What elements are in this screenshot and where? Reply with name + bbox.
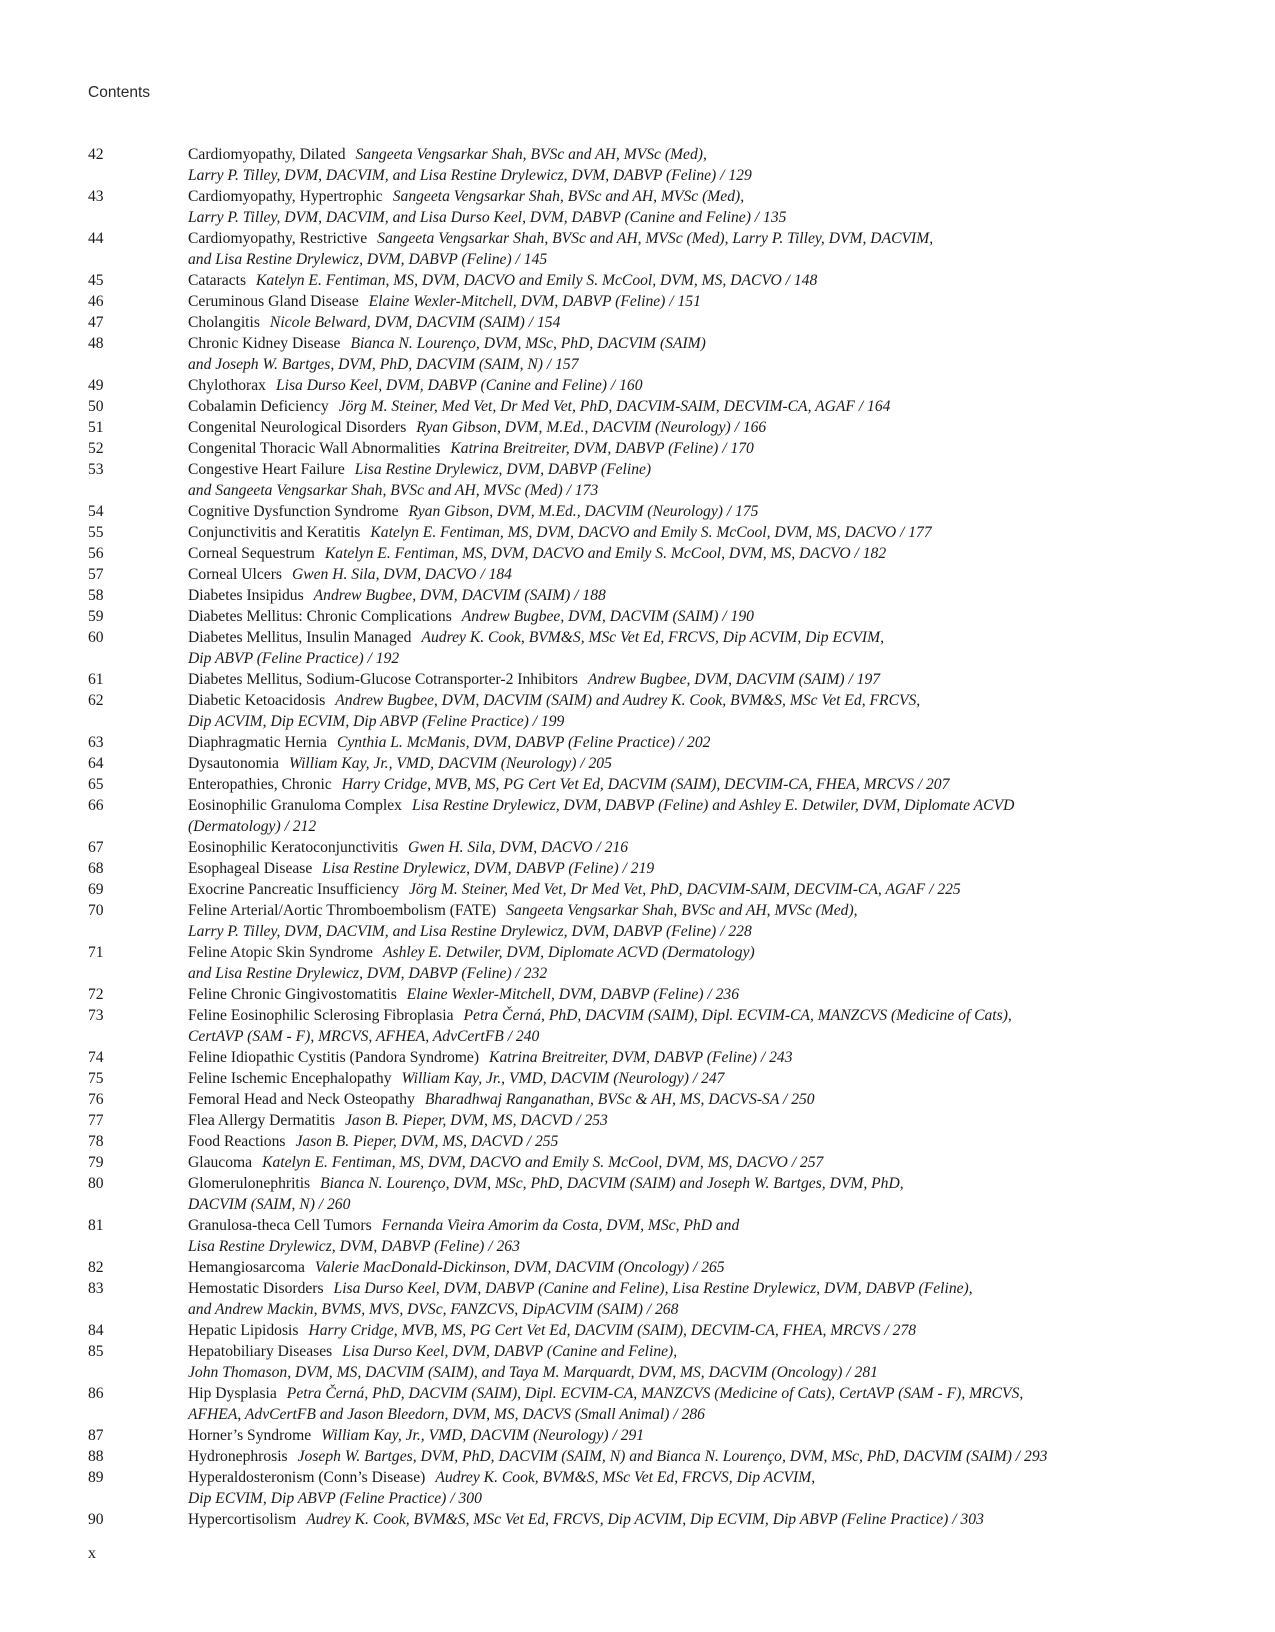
chapter-authors: Ashley E. Detwiler, DVM, Diplomate ACVD (Dermatology) (382, 944, 755, 961)
toc-entry (88, 585, 1208, 606)
chapter-title: Feline Chronic Gingivostomatitis (188, 986, 397, 1003)
chapter-authors: Katelyn E. Fentiman, MS, DVM, DACVO and Emily S. McCool, DVM, MS, DACVO / 177 (370, 524, 932, 541)
entry-body (188, 753, 1208, 774)
chapter-number: 44 (88, 230, 104, 247)
chapter-title: Feline Eosinophilic Sclerosing Fibroplasia (188, 1007, 454, 1024)
chapter-authors: Lisa Restine Drylewicz, DVM, DABVP (Feline) / 263 (188, 1238, 520, 1255)
chapter-authors: Katelyn E. Fentiman, MS, DVM, DACVO and Emily S. McCool, DVM, MS, DACVO / 148 (256, 272, 818, 289)
chapter-authors: Katelyn E. Fentiman, MS, DVM, DACVO and Emily S. McCool, DVM, MS, DACVO / 257 (262, 1154, 824, 1171)
toc-entry (88, 1047, 1208, 1068)
toc-entry (88, 690, 1208, 732)
toc-entry (88, 186, 1208, 228)
entry-body (188, 375, 1208, 396)
chapter-authors: Nicole Belward, DVM, DACVIM (SAIM) / 154 (269, 314, 561, 331)
chapter-title: Feline Idiopathic Cystitis (Pandora Syndrome) (188, 1049, 480, 1066)
chapter-authors: Gwen H. Sila, DVM, DACVO / 216 (408, 839, 629, 856)
chapter-title: Chylothorax (188, 377, 266, 394)
toc-entry (88, 396, 1208, 417)
chapter-number: 57 (88, 566, 104, 583)
entry-body (188, 879, 1208, 900)
toc-entry (88, 228, 1208, 270)
chapter-title: Flea Allergy Dermatitis (188, 1112, 335, 1129)
entry-body (188, 690, 1208, 732)
entry-body (188, 1257, 1208, 1278)
entry-body (188, 1425, 1208, 1446)
chapter-number: 72 (88, 986, 104, 1003)
toc-entry (88, 144, 1208, 186)
chapter-number: 48 (88, 335, 104, 352)
chapter-authors: Lisa Durso Keel, DVM, DABVP (Canine and Feline), Lisa Restine Drylewicz, DVM, DABVP (Feline), (333, 1280, 973, 1297)
chapter-authors: Dip ABVP (Feline Practice) / 192 (188, 650, 400, 667)
entry-body (188, 1341, 1208, 1383)
chapter-number: 64 (88, 755, 104, 772)
chapter-authors: Elaine Wexler-Mitchell, DVM, DABVP (Feline) / 151 (368, 293, 701, 310)
chapter-number: 60 (88, 629, 104, 646)
entry-body (188, 396, 1208, 417)
chapter-title: Femoral Head and Neck Osteopathy (188, 1091, 415, 1108)
entry-body (188, 291, 1208, 312)
chapter-title: Exocrine Pancreatic Insufficiency (188, 881, 399, 898)
entry-body (188, 900, 1208, 942)
chapter-authors: Larry P. Tilley, DVM, DACVIM, and Lisa Durso Keel, DVM, DABVP (Canine and Feline) / 135 (188, 209, 787, 226)
toc-entry (88, 606, 1208, 627)
chapter-title: Diabetic Ketoacidosis (188, 692, 326, 709)
chapter-number: 65 (88, 776, 104, 793)
chapter-authors: Audrey K. Cook, BVM&S, MSc Vet Ed, FRCVS, Dip ACVIM, Dip ECVIM, (421, 629, 884, 646)
toc-entry (88, 1446, 1208, 1467)
chapter-authors: Sangeeta Vengsarkar Shah, BVSc and AH, MVSc (Med), Larry P. Tilley, DVM, DACVIM, (377, 230, 934, 247)
entry-body (188, 795, 1208, 837)
toc-entry (88, 753, 1208, 774)
chapter-authors: Dip ECVIM, Dip ABVP (Feline Practice) / 300 (188, 1490, 482, 1507)
chapter-title: Hepatobiliary Diseases (188, 1343, 333, 1360)
chapter-number: 71 (88, 944, 104, 961)
chapter-authors: Jason B. Pieper, DVM, MS, DACVD / 253 (344, 1112, 608, 1129)
entry-body (188, 522, 1208, 543)
toc-entry (88, 1320, 1208, 1341)
chapter-authors: William Kay, Jr., VMD, DACVIM (Neurology) / 291 (321, 1427, 645, 1444)
chapter-authors: Katrina Breitreiter, DVM, DABVP (Feline) / 243 (489, 1049, 793, 1066)
chapter-title: Granulosa-theca Cell Tumors (188, 1217, 372, 1234)
toc-entry (88, 1278, 1208, 1320)
chapter-authors: CertAVP (SAM - F), MRCVS, AFHEA, AdvCertFB / 240 (188, 1028, 540, 1045)
chapter-number: 51 (88, 419, 104, 436)
toc-entry (88, 837, 1208, 858)
chapter-number: 50 (88, 398, 104, 415)
chapter-authors: Petra Černá, PhD, DACVIM (SAIM), Dipl. ECVIM-CA, MANZCVS (Medicine of Cats), (463, 1007, 1012, 1024)
entry-body (188, 333, 1208, 375)
chapter-title: Cardiomyopathy, Dilated (188, 146, 346, 163)
toc-entry (88, 1068, 1208, 1089)
chapter-authors: Katrina Breitreiter, DVM, DABVP (Feline) / 170 (450, 440, 754, 457)
chapter-authors: Harry Cridge, MVB, MS, PG Cert Vet Ed, DACVIM (SAIM), DECVIM-CA, FHEA, MRCVS / 207 (341, 776, 950, 793)
chapter-number: 66 (88, 797, 104, 814)
entry-body (188, 1320, 1208, 1341)
chapter-authors: Lisa Restine Drylewicz, DVM, DABVP (Feline) (354, 461, 652, 478)
chapter-title: Chronic Kidney Disease (188, 335, 341, 352)
entry-body (188, 186, 1208, 228)
entry-body (188, 228, 1208, 270)
chapter-number: 76 (88, 1091, 104, 1108)
chapter-title: Diabetes Mellitus: Chronic Complications (188, 608, 452, 625)
toc-entry (88, 1467, 1208, 1509)
chapter-number: 89 (88, 1469, 104, 1486)
chapter-number: 83 (88, 1280, 104, 1297)
chapter-number: 49 (88, 377, 104, 394)
chapter-number: 80 (88, 1175, 104, 1192)
chapter-number: 70 (88, 902, 104, 919)
chapter-title: Hyperaldosteronism (Conn’s Disease) (188, 1469, 426, 1486)
entry-body (188, 1173, 1208, 1215)
chapter-title: Hip Dysplasia (188, 1385, 277, 1402)
chapter-authors: Andrew Bugbee, DVM, DACVIM (SAIM) and Audrey K. Cook, BVM&S, MSc Vet Ed, FRCVS, (335, 692, 921, 709)
chapter-number: 54 (88, 503, 104, 520)
chapter-authors: John Thomason, DVM, MS, DACVIM (SAIM), and Taya M. Marquardt, DVM, MS, DACVIM (Oncology) / 281 (188, 1364, 878, 1381)
entry-body (188, 564, 1208, 585)
entry-body (188, 1215, 1208, 1257)
chapter-authors: DACVIM (SAIM, N) / 260 (188, 1196, 351, 1213)
chapter-number: 63 (88, 734, 104, 751)
chapter-authors: Harry Cridge, MVB, MS, PG Cert Vet Ed, DACVIM (SAIM), DECVIM-CA, FHEA, MRCVS / 278 (308, 1322, 917, 1339)
toc-entry (88, 1173, 1208, 1215)
chapter-authors: Lisa Durso Keel, DVM, DABVP (Canine and Feline), (342, 1343, 678, 1360)
toc-entry (88, 1152, 1208, 1173)
chapter-authors: Jörg M. Steiner, Med Vet, Dr Med Vet, PhD, DACVIM-SAIM, DECVIM-CA, AGAF / 164 (338, 398, 891, 415)
toc-entry (88, 270, 1208, 291)
chapter-number: 78 (88, 1133, 104, 1150)
chapter-authors: William Kay, Jr., VMD, DACVIM (Neurology) / 247 (401, 1070, 725, 1087)
chapter-authors: Petra Černá, PhD, DACVIM (SAIM), Dipl. ECVIM-CA, MANZCVS (Medicine of Cats), CertAVP (SAM - F), MRCVS, (286, 1385, 1024, 1402)
chapter-number: 45 (88, 272, 104, 289)
entry-body (188, 606, 1208, 627)
entry-body (188, 1068, 1208, 1089)
toc-entry (88, 1257, 1208, 1278)
chapter-title: Hepatic Lipidosis (188, 1322, 299, 1339)
chapter-authors: Andrew Bugbee, DVM, DACVIM (SAIM) / 190 (461, 608, 754, 625)
chapter-authors: (Dermatology) / 212 (188, 818, 317, 835)
chapter-number: 59 (88, 608, 104, 625)
entry-body (188, 627, 1208, 669)
chapter-title: Diabetes Mellitus, Insulin Managed (188, 629, 412, 646)
entry-body (188, 1278, 1208, 1320)
toc-entry (88, 1005, 1208, 1047)
toc-entry (88, 732, 1208, 753)
chapter-number: 55 (88, 524, 104, 541)
chapter-authors: Valerie MacDonald-Dickinson, DVM, DACVIM (Oncology) / 265 (314, 1259, 725, 1276)
chapter-title: Feline Arterial/Aortic Thromboembolism (FATE) (188, 902, 497, 919)
chapter-number: 46 (88, 293, 104, 310)
toc-entry (88, 1425, 1208, 1446)
chapter-authors: Andrew Bugbee, DVM, DACVIM (SAIM) / 188 (313, 587, 606, 604)
toc-entry (88, 795, 1208, 837)
chapter-authors: Sangeeta Vengsarkar Shah, BVSc and AH, MVSc (Med), (392, 188, 745, 205)
chapter-number: 74 (88, 1049, 104, 1066)
chapter-authors: Audrey K. Cook, BVM&S, MSc Vet Ed, FRCVS, Dip ACVIM, Dip ECVIM, Dip ABVP (Feline Practice) / 303 (306, 1511, 984, 1528)
chapter-title: Congenital Thoracic Wall Abnormalities (188, 440, 441, 457)
chapter-number: 73 (88, 1007, 104, 1024)
chapter-authors: Bianca N. Lourenço, DVM, MSc, PhD, DACVIM (SAIM) and Joseph W. Bartges, DVM, PhD, (320, 1175, 904, 1192)
chapter-authors: AFHEA, AdvCertFB and Jason Bleedorn, DVM, MS, DACVS (Small Animal) / 286 (188, 1406, 705, 1423)
chapter-authors: Andrew Bugbee, DVM, DACVIM (SAIM) / 197 (587, 671, 881, 688)
toc-entry (88, 1089, 1208, 1110)
chapter-number: 53 (88, 461, 104, 478)
chapter-authors: Sangeeta Vengsarkar Shah, BVSc and AH, MVSc (Med), (355, 146, 707, 163)
chapter-authors: and Joseph W. Bartges, DVM, PhD, DACVIM (SAIM, N) / 157 (188, 356, 579, 373)
chapter-authors: Bharadhwaj Ranganathan, BVSc & AH, MS, DACVS-SA / 250 (424, 1091, 815, 1108)
entry-body (188, 417, 1208, 438)
chapter-authors: and Sangeeta Vengsarkar Shah, BVSc and AH, MVSc (Med) / 173 (188, 482, 599, 499)
chapter-number: 87 (88, 1427, 104, 1444)
entry-body (188, 1047, 1208, 1068)
entry-body (188, 1467, 1208, 1509)
toc-entry (88, 669, 1208, 690)
chapter-title: Hemostatic Disorders (188, 1280, 324, 1297)
chapter-title: Cardiomyopathy, Restrictive (188, 230, 368, 247)
chapter-title: Hemangiosarcoma (188, 1259, 305, 1276)
toc-entry (88, 291, 1208, 312)
chapter-number: 69 (88, 881, 104, 898)
entry-body (188, 858, 1208, 879)
chapter-title: Glomerulonephritis (188, 1175, 311, 1192)
entry-body (188, 1131, 1208, 1152)
chapter-number: 56 (88, 545, 104, 562)
chapter-number: 75 (88, 1070, 104, 1087)
entry-body (188, 984, 1208, 1005)
toc-entry (88, 1110, 1208, 1131)
toc-entry (88, 1131, 1208, 1152)
chapter-number: 42 (88, 146, 104, 163)
chapter-title: Conjunctivitis and Keratitis (188, 524, 361, 541)
toc-entry (88, 942, 1208, 984)
toc-entry (88, 459, 1208, 501)
chapter-title: Diabetes Insipidus (188, 587, 304, 604)
chapter-number: 43 (88, 188, 104, 205)
chapter-title: Ceruminous Gland Disease (188, 293, 359, 310)
chapter-title: Eosinophilic Granuloma Complex (188, 797, 402, 814)
entry-body (188, 585, 1208, 606)
entry-body (188, 1110, 1208, 1131)
toc-entry (88, 522, 1208, 543)
entry-body (188, 732, 1208, 753)
table-of-contents (88, 144, 1208, 1530)
chapter-number: 61 (88, 671, 104, 688)
entry-body (188, 942, 1208, 984)
chapter-title: Enteropathies, Chronic (188, 776, 332, 793)
chapter-authors: Gwen H. Sila, DVM, DACVO / 184 (291, 566, 512, 583)
toc-entry (88, 438, 1208, 459)
chapter-number: 82 (88, 1259, 104, 1276)
chapter-authors: Joseph W. Bartges, DVM, PhD, DACVIM (SAIM, N) and Bianca N. Lourenço, DVM, MSc, PhD, DACVIM (SAIM) / 293 (297, 1448, 1048, 1465)
entry-body (188, 1089, 1208, 1110)
chapter-number: 86 (88, 1385, 104, 1402)
chapter-title: Cognitive Dysfunction Syndrome (188, 503, 399, 520)
chapter-title: Dysautonomia (188, 755, 279, 772)
entry-body (188, 312, 1208, 333)
chapter-number: 79 (88, 1154, 104, 1171)
chapter-authors: Audrey K. Cook, BVM&S, MSc Vet Ed, FRCVS, Dip ACVIM, (435, 1469, 816, 1486)
chapter-title: Esophageal Disease (188, 860, 313, 877)
toc-entry (88, 333, 1208, 375)
chapter-authors: Lisa Restine Drylewicz, DVM, DABVP (Feline) / 219 (322, 860, 655, 877)
toc-entry (88, 984, 1208, 1005)
entry-body (188, 669, 1208, 690)
chapter-title: Eosinophilic Keratoconjunctivitis (188, 839, 399, 856)
chapter-authors: Lisa Durso Keel, DVM, DABVP (Canine and Feline) / 160 (275, 377, 643, 394)
chapter-number: 85 (88, 1343, 104, 1360)
chapter-authors: Sangeeta Vengsarkar Shah, BVSc and AH, MVSc (Med), (506, 902, 858, 919)
toc-entry (88, 564, 1208, 585)
toc-entry (88, 1509, 1208, 1530)
chapter-authors: Ryan Gibson, DVM, M.Ed., DACVIM (Neurology) / 166 (416, 419, 767, 436)
toc-entry (88, 1215, 1208, 1257)
chapter-number: 67 (88, 839, 104, 856)
chapter-number: 90 (88, 1511, 104, 1528)
chapter-authors: and Lisa Restine Drylewicz, DVM, DABVP (Feline) / 145 (188, 251, 548, 268)
chapter-authors: Ryan Gibson, DVM, M.Ed., DACVIM (Neurology) / 175 (408, 503, 759, 520)
chapter-title: Cholangitis (188, 314, 260, 331)
toc-entry (88, 501, 1208, 522)
chapter-title: Cardiomyopathy, Hypertrophic (188, 188, 383, 205)
chapter-authors: Larry P. Tilley, DVM, DACVIM, and Lisa Restine Drylewicz, DVM, DABVP (Feline) / 129 (188, 167, 752, 184)
chapter-title: Diaphragmatic Hernia (188, 734, 327, 751)
chapter-number: 68 (88, 860, 104, 877)
chapter-number: 77 (88, 1112, 104, 1129)
toc-entry (88, 417, 1208, 438)
entry-body (188, 1446, 1208, 1467)
toc-entry (88, 1341, 1208, 1383)
toc-entry (88, 858, 1208, 879)
chapter-authors: and Andrew Mackin, BVMS, MVS, DVSc, FANZCVS, DipACVIM (SAIM) / 268 (188, 1301, 679, 1318)
chapter-authors: and Lisa Restine Drylewicz, DVM, DABVP (Feline) / 232 (188, 965, 548, 982)
chapter-title: Feline Atopic Skin Syndrome (188, 944, 373, 961)
page-header: Contents (88, 84, 151, 101)
entry-body (188, 270, 1208, 291)
chapter-authors: Bianca N. Lourenço, DVM, MSc, PhD, DACVIM (SAIM) (350, 335, 706, 352)
chapter-title: Hypercortisolism (188, 1511, 297, 1528)
toc-entry (88, 543, 1208, 564)
chapter-number: 84 (88, 1322, 104, 1339)
chapter-title: Corneal Ulcers (188, 566, 282, 583)
chapter-authors: Elaine Wexler-Mitchell, DVM, DABVP (Feline) / 236 (406, 986, 740, 1003)
chapter-authors: Jason B. Pieper, DVM, MS, DACVD / 255 (295, 1133, 559, 1150)
chapter-authors: Lisa Restine Drylewicz, DVM, DABVP (Feline) and Ashley E. Detwiler, DVM, Diplomate ACVD (411, 797, 1015, 814)
entry-body (188, 543, 1208, 564)
chapter-title: Food Reactions (188, 1133, 286, 1150)
chapter-title: Corneal Sequestrum (188, 545, 315, 562)
chapter-number: 62 (88, 692, 104, 709)
chapter-authors: Cynthia L. McManis, DVM, DABVP (Feline Practice) / 202 (336, 734, 711, 751)
chapter-title: Horner’s Syndrome (188, 1427, 312, 1444)
chapter-title: Congenital Neurological Disorders (188, 419, 407, 436)
entry-body (188, 1005, 1208, 1047)
toc-entry (88, 774, 1208, 795)
chapter-title: Hydronephrosis (188, 1448, 288, 1465)
entry-body (188, 837, 1208, 858)
chapter-number: 47 (88, 314, 104, 331)
chapter-title: Feline Ischemic Encephalopathy (188, 1070, 392, 1087)
chapter-authors: Larry P. Tilley, DVM, DACVIM, and Lisa Restine Drylewicz, DVM, DABVP (Feline) / 228 (188, 923, 752, 940)
toc-entry (88, 900, 1208, 942)
entry-body (188, 438, 1208, 459)
chapter-authors: Katelyn E. Fentiman, MS, DVM, DACVO and Emily S. McCool, DVM, MS, DACVO / 182 (324, 545, 887, 562)
chapter-title: Congestive Heart Failure (188, 461, 345, 478)
chapter-title: Diabetes Mellitus, Sodium-Glucose Cotransporter-2 Inhibitors (188, 671, 578, 688)
chapter-title: Glaucoma (188, 1154, 253, 1171)
chapter-authors: Dip ACVIM, Dip ECVIM, Dip ABVP (Feline Practice) / 199 (188, 713, 565, 730)
chapter-authors: Jörg M. Steiner, Med Vet, Dr Med Vet, PhD, DACVIM-SAIM, DECVIM-CA, AGAF / 225 (409, 881, 961, 898)
entry-body (188, 459, 1208, 501)
entry-body (188, 1383, 1208, 1425)
entry-body (188, 1152, 1208, 1173)
toc-entry (88, 1383, 1208, 1425)
chapter-number: 58 (88, 587, 104, 604)
toc-entry (88, 879, 1208, 900)
entry-body (188, 774, 1208, 795)
entry-body (188, 501, 1208, 522)
chapter-title: Cataracts (188, 272, 247, 289)
entry-body (188, 1509, 1208, 1530)
chapter-authors: Fernanda Vieira Amorim da Costa, DVM, MSc, PhD and (381, 1217, 740, 1234)
page-number: x (88, 1545, 96, 1562)
chapter-authors: William Kay, Jr., VMD, DACVIM (Neurology) / 205 (288, 755, 612, 772)
chapter-number: 52 (88, 440, 104, 457)
entry-body (188, 144, 1208, 186)
toc-entry (88, 627, 1208, 669)
chapter-number: 81 (88, 1217, 104, 1234)
chapter-title: Cobalamin Deficiency (188, 398, 329, 415)
toc-entry (88, 312, 1208, 333)
chapter-number: 88 (88, 1448, 104, 1465)
toc-entry (88, 375, 1208, 396)
